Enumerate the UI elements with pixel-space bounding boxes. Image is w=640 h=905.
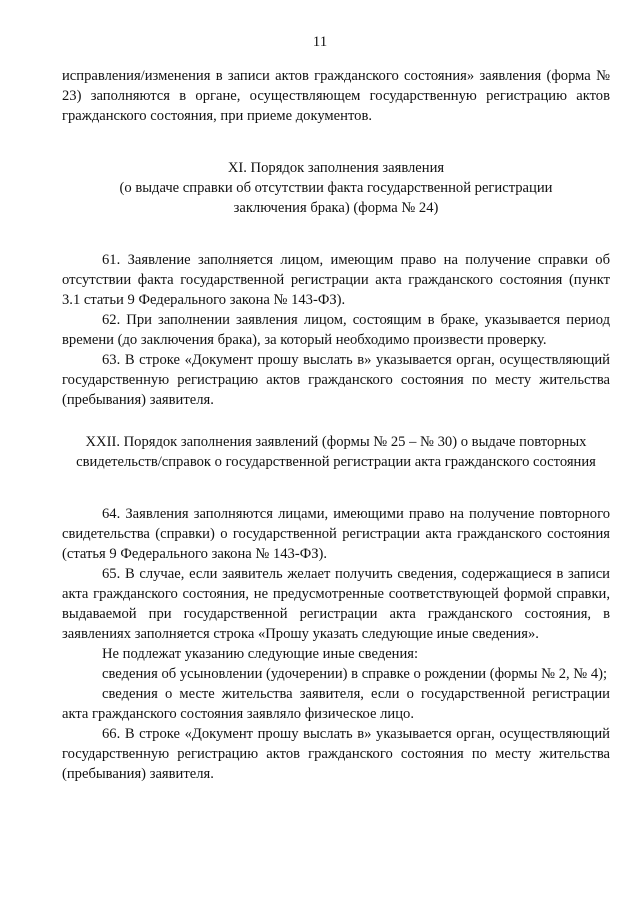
paragraph-65: 65. В случае, если заявитель желает получить сведения, содержащиеся в записи акта гражданского состояния, не предусмотренные соответствующей формой справки, выдаваемой при государственной регистрации акта гражданского состояния, в заявлениях заполняется строка «Прошу указать следующие иные сведения». bbox=[62, 566, 610, 642]
paragraph-66: 66. В строке «Документ прошу выслать в» указывается орган, осуществляющий государственную регистрацию актов гражданского состояния по месту жительства (пребывания) заявителя. bbox=[62, 726, 610, 782]
section-xxii-heading bbox=[62, 432, 610, 472]
intro-paragraph: исправления/изменения в записи актов гражданского состояния» заявления (форма № 23) заполняются в органе, осуществляющем государственную регистрацию актов гражданского состояния, при приеме документов. bbox=[62, 68, 610, 124]
section-xi-title: XI. Порядок заполнения заявления bbox=[227, 160, 445, 176]
paragraph-61: 61. Заявление заполняется лицом, имеющим право на получение справки об отсутствии факта государственной регистрации акта гражданского состояния (пункт 3.1 статьи 9 Федерального закона № 143-ФЗ). bbox=[62, 252, 610, 308]
section-xi-heading bbox=[62, 158, 610, 218]
paragraph-62: 62. При заполнении заявления лицом, состоящим в браке, указывается период времени (до заключения брака), за который необходимо произвести проверку. bbox=[62, 312, 610, 348]
section-xxii-title-line2: свидетельств/справок о государственной регистрации акта гражданского состояния bbox=[76, 454, 596, 470]
section-xxii-title-line1: XXII. Порядок заполнения заявлений (формы № 25 – № 30) о выдаче повторных bbox=[85, 434, 587, 450]
page-number: 11 bbox=[312, 34, 328, 50]
paragraph-adoption: сведения об усыновлении (удочерении) в справке о рождении (формы № 2, № 4); bbox=[102, 666, 608, 682]
paragraph-63: 63. В строке «Документ прошу выслать в» указывается орган, осуществляющий государственную регистрацию актов гражданского состояния по месту жительства (пребывания) заявителя. bbox=[62, 352, 610, 408]
document-body bbox=[62, 66, 610, 784]
paragraph-not-subject: Не подлежат указанию следующие иные сведения: bbox=[102, 646, 419, 662]
section-xi-subtitle-line1: (о выдаче справки об отсутствии факта государственной регистрации bbox=[119, 180, 553, 196]
section-xi-subtitle-line2: заключения брака) (форма № 24) bbox=[233, 200, 439, 216]
paragraph-64: 64. Заявления заполняются лицами, имеющими право на получение повторного свидетельства (справки) о государственной регистрации акта гражданского состояния (статья 9 Федерального закона № 143-ФЗ). bbox=[62, 506, 610, 562]
paragraph-residence: сведения о месте жительства заявителя, если о государственной регистрации акта гражданского состояния заявляло физическое лицо. bbox=[62, 686, 610, 722]
